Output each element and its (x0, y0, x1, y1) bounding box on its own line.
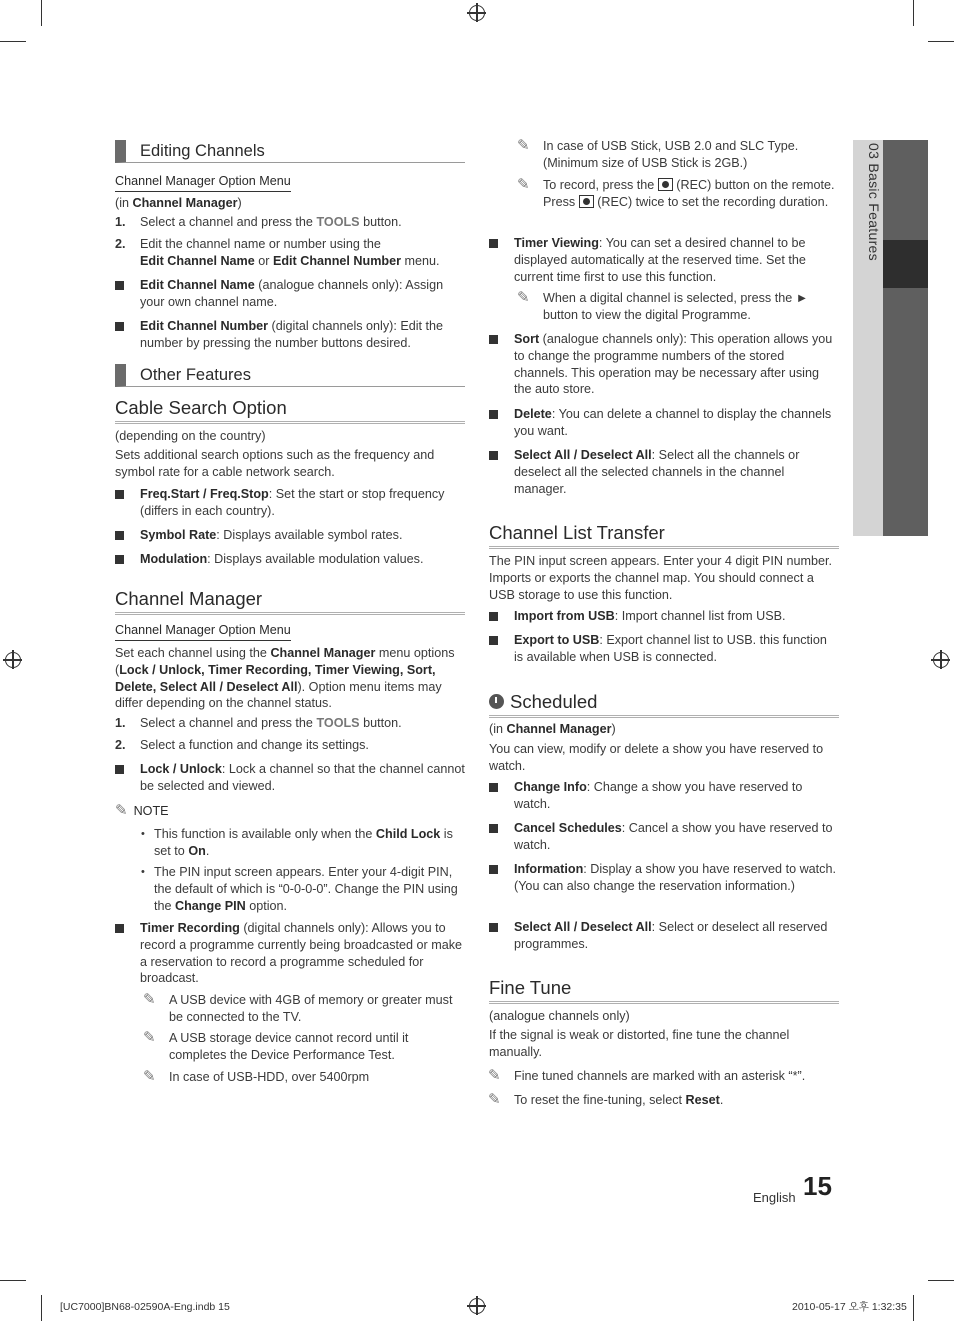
cable-search-heading: Cable Search Option (115, 396, 465, 424)
crop-mark (41, 1295, 42, 1321)
sched-description: You can view, modify or delete a show you have reserved to watch. (489, 742, 824, 773)
bullet-square-icon (489, 783, 498, 792)
channel-list-transfer-heading: Channel List Transfer (489, 521, 839, 549)
symbol-rate-item: Symbol Rate: Displays available symbol rates. (140, 527, 465, 544)
timer-viewing-note: ✎ When a digital channel is selected, press the ► button to view the digital Programme. (517, 289, 809, 322)
bullet-square-icon (115, 765, 124, 774)
registration-mark-icon (469, 5, 485, 21)
note-label-row: ✎ NOTE (115, 802, 169, 819)
export-usb-item: Export to USB: Export channel list to USB. this function is available when USB is connected. (514, 632, 839, 666)
timer-recording-item: Timer Recording (digital channels only): Allows you to record a programme currently being broadcasted or make a reservation to record a programme scheduled for broadcast. (140, 920, 465, 987)
bullet-square-icon (115, 555, 124, 564)
other-features-heading: Other Features (115, 364, 465, 387)
crop-mark (0, 41, 26, 42)
page-number: 15 (803, 1171, 832, 1201)
bullet-dot-icon: • (141, 866, 145, 878)
rec-button-icon (579, 195, 594, 208)
clock-icon (489, 694, 504, 709)
bullet-square-icon (115, 490, 124, 499)
registration-mark-icon (469, 1298, 485, 1314)
fine-note-1: ✎ Fine tuned channels are marked with an asterisk “*”. (488, 1067, 806, 1084)
freq-item: Freq.Start / Freq.Stop: Set the start or stop frequency (differs in each country). (140, 486, 465, 520)
pencil-note-icon: ✎ (115, 802, 128, 819)
pencil-note-icon: ✎ (488, 1067, 501, 1084)
pencil-note-icon: ✎ (517, 176, 530, 193)
side-tab-label: 03 Basic Features (866, 143, 882, 261)
editing-step-1: 1. Select a channel and press the TOOLS button. (115, 215, 402, 229)
sched-select-all-item: Select All / Deselect All: Select or deselect all reserved programmes. (514, 919, 839, 953)
pencil-note-icon: ✎ (143, 991, 156, 1008)
edit-channel-name-item: Edit Channel Name (analogue channels only): Assign your own channel name. (140, 277, 465, 311)
sort-item: Sort (analogue channels only): This operation allows you to change the programme numbers of the stored channels. This operation may be necessary after using the auto store. (514, 331, 839, 398)
record-note: ✎ To record, press the (REC) button on the remote. Press (REC) twice to set the recording duration. (517, 176, 835, 209)
select-all-item: Select All / Deselect All: Select all the channels or deselect all the selected channels in the channel manager. (514, 447, 839, 497)
timer-note-3: ✎ In case of USB-HDD, over 5400rpm (143, 1068, 370, 1085)
cm-menu-title: Channel Manager Option Menu (115, 622, 291, 641)
bullet-square-icon (489, 410, 498, 419)
cancel-schedules-item: Cancel Schedules: Cancel a show you have reserved to watch. (514, 820, 839, 854)
crop-mark (0, 1280, 26, 1281)
note-bullet-2: • The PIN input screen appears. Enter your 4-digit PIN, the default of which is “0-0-0-0”. Change the PIN using the Change PIN option. (141, 865, 458, 913)
footer-language: English (753, 1190, 796, 1205)
print-file-info: [UC7000]BN68-02590A-Eng.indb 15 (60, 1301, 230, 1313)
cm-description: Set each channel using the Channel Manager menu options (Lock / Unlock, Timer Recording, Timer Viewing, Sort, Delete, Select All / Deselect All). Option menu items may differ depending on the channel status. (115, 646, 455, 711)
registration-mark-icon (5, 652, 21, 668)
crop-mark (41, 0, 42, 26)
bullet-square-icon (489, 612, 498, 621)
cm-step-1: 1. Select a channel and press the TOOLS button. (115, 716, 402, 730)
timer-note-2: ✎ A USB storage device cannot record until it completes the Device Performance Test. (143, 1029, 409, 1062)
pencil-note-icon: ✎ (143, 1029, 156, 1046)
usb-stick-note: ✎ In case of USB Stick, USB 2.0 and SLC Type. (Minimum size of USB Stick is 2GB.) (517, 137, 799, 170)
bullet-square-icon (489, 239, 498, 248)
pencil-note-icon: ✎ (143, 1068, 156, 1085)
bullet-square-icon (115, 924, 124, 933)
editing-step-2: 2. Edit the channel name or number using the Edit Channel Name or Edit Channel Number menu. (115, 237, 440, 268)
bullet-square-icon (489, 335, 498, 344)
pencil-note-icon: ✎ (488, 1091, 501, 1108)
cable-description: Sets additional search options such as the frequency and symbol rate for a cable network search. (115, 448, 435, 479)
bullet-dot-icon: • (141, 828, 145, 840)
cm-step-2: 2. Select a function and change its settings. (115, 738, 369, 752)
cm-menu-title-row (115, 622, 465, 641)
bullet-square-icon (115, 281, 124, 290)
bullet-square-icon (489, 923, 498, 932)
crop-mark (913, 1295, 914, 1321)
timer-viewing-item: Timer Viewing: You can set a desired channel to be displayed automatically at the reserved time. Set the current time first to use this function. (514, 235, 839, 285)
editing-menu-title: Channel Manager Option Menu (115, 173, 291, 192)
fine-description: If the signal is weak or distorted, fine tune the channel manually. (489, 1028, 790, 1059)
lock-unlock-item: Lock / Unlock: Lock a channel so that the channel cannot be selected and viewed. (140, 761, 465, 795)
crop-mark (913, 0, 914, 26)
note-bullet-1: • This function is available only when the Child Lock is set to On. (141, 827, 453, 858)
crop-mark (928, 1280, 954, 1281)
bullet-square-icon (489, 865, 498, 874)
fine-note-2: ✎ To reset the fine-tuning, select Reset. (488, 1091, 724, 1108)
side-tab-dark (883, 140, 928, 536)
rec-button-icon (658, 178, 673, 191)
import-usb-item: Import from USB: Import channel list from USB. (514, 608, 839, 625)
change-info-item: Change Info: Change a show you have reserved to watch. (514, 779, 839, 813)
sched-context: (in Channel Manager) (489, 722, 616, 736)
bullet-square-icon (489, 636, 498, 645)
channel-manager-heading: Channel Manager (115, 587, 465, 615)
bullet-square-icon (489, 824, 498, 833)
clt-description: The PIN input screen appears. Enter your 4 digit PIN number. Imports or exports the channel map. You should connect a USB storage to use this function. (489, 554, 833, 602)
cable-country-note: (depending on the country) (115, 429, 266, 443)
delete-item: Delete: You can delete a channel to display the channels you want. (514, 406, 839, 440)
registration-mark-icon (933, 652, 949, 668)
fine-analogue-note: (analogue channels only) (489, 1009, 630, 1023)
editing-context: (in Channel Manager) (115, 196, 242, 210)
side-tab-marker (883, 240, 928, 288)
bullet-square-icon (115, 531, 124, 540)
print-timestamp: 2010-05-17 오후 1:32:35 (792, 1301, 907, 1313)
pencil-note-icon: ✎ (517, 137, 530, 154)
timer-note-1: ✎ A USB device with 4GB of memory or greater must be connected to the TV. (143, 991, 453, 1024)
fine-tune-heading: Fine Tune (489, 976, 839, 1004)
crop-mark (928, 41, 954, 42)
information-item: Information: Display a show you have reserved to watch. (You can also change the reservation information.) (514, 861, 839, 895)
bullet-square-icon (489, 451, 498, 460)
scheduled-heading: Scheduled (489, 690, 839, 718)
bullet-square-icon (115, 322, 124, 331)
edit-channel-number-item: Edit Channel Number (digital channels only): Edit the number by pressing the number buttons desired. (140, 318, 465, 352)
pencil-note-icon: ✎ (517, 289, 530, 306)
modulation-item: Modulation: Displays available modulation values. (140, 551, 465, 568)
editing-menu-title-row (115, 173, 465, 192)
editing-channels-heading: Editing Channels (115, 140, 465, 163)
